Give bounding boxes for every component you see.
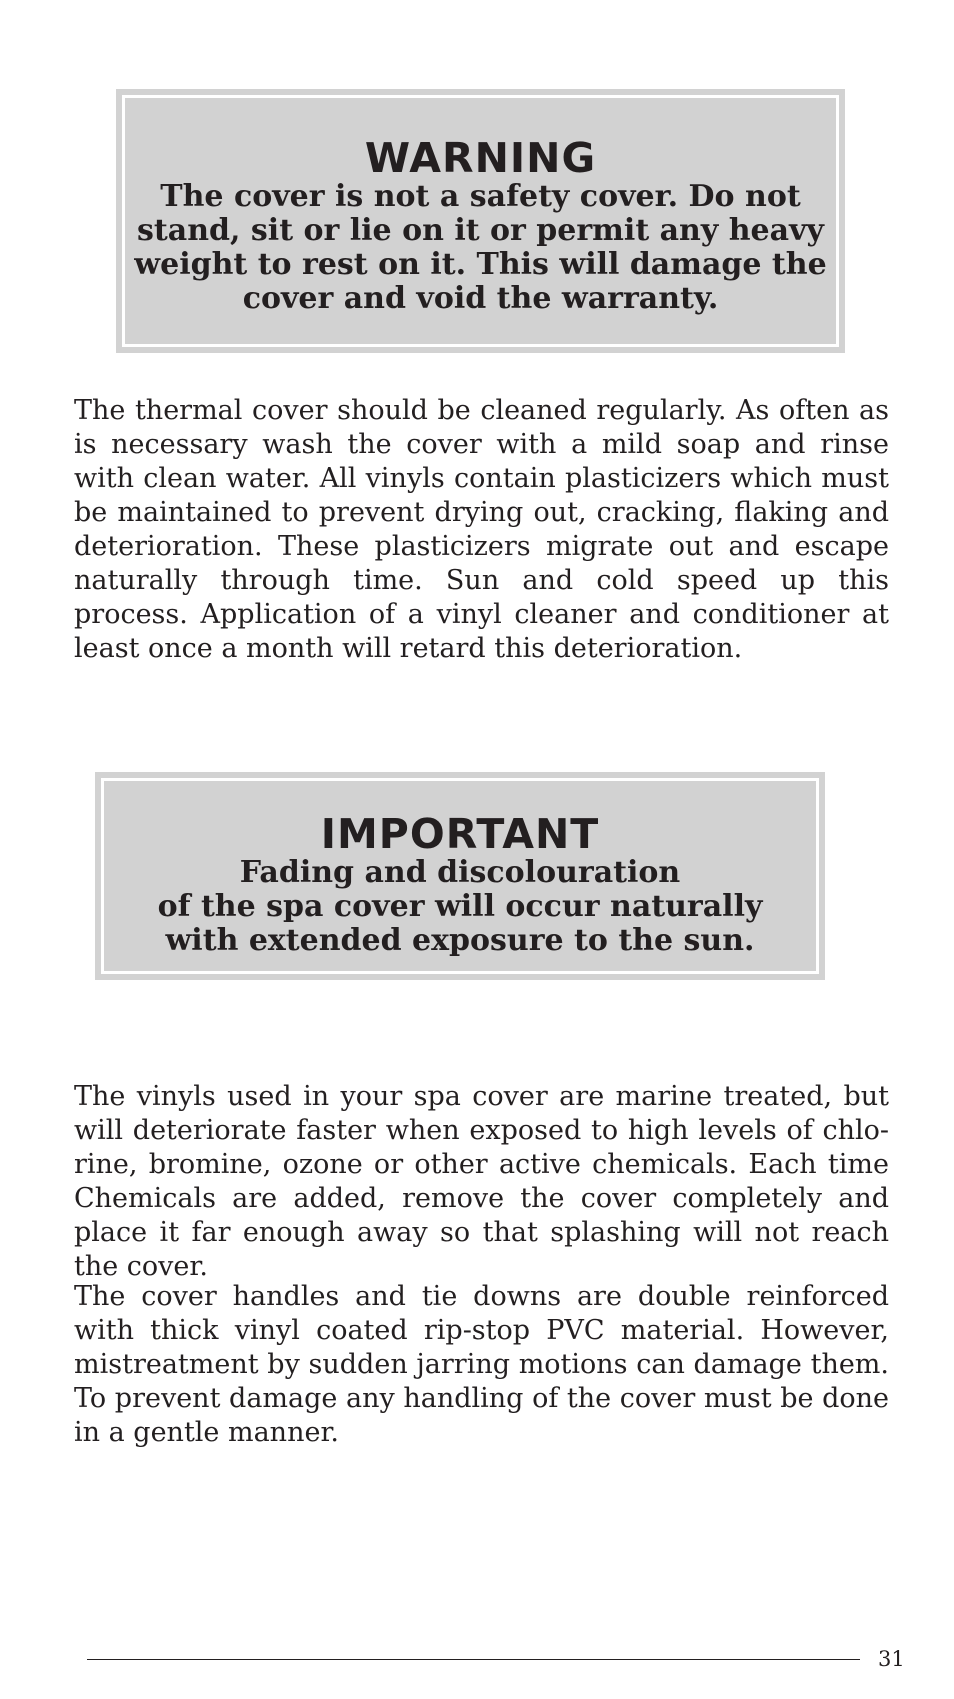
cleaning-paragraph: The thermal cover should be cleaned regularly. As often as is necessary wash the cover with a mild soap and rinse with clean water. All vinyls contain plasticizers which must be maintained to prevent drying out, cracking, flaking and deterioration. These plasticizers migrate out and escape naturally through time. Sun and cold speed up this process. Application of a vinyl cleaner and conditioner at least once a month will retard this deterioration. <box>74 395 889 664</box>
handling-paragraph: The cover handles and tie downs are double reinforced with thick vinyl coated rip-stop PVC material. However, mistreatment by sudden jarring motions can damage them. To prevent damage any handling of the cover must be done in a gentle manner. <box>74 1281 889 1448</box>
warning-title: WARNING <box>364 134 597 182</box>
page-number: 31 <box>878 1647 905 1671</box>
important-box <box>95 772 825 980</box>
warning-text: The cover is not a safety cover. Do not stand, sit or lie on it or permit any heavy weight to rest on it. This will damage the cover and void the warranty. <box>134 179 827 316</box>
important-text: Fading and discolouration of the spa cover will occur naturally with extended exposure to the sun. <box>157 855 763 958</box>
footer-rule <box>87 1659 860 1660</box>
important-title: IMPORTANT <box>320 810 600 858</box>
chemicals-paragraph: The vinyls used in your spa cover are marine treated, but will deteriorate faster when exposed to high levels of chlorine, bromine, ozone or other active chemicals. Each time Chemicals are added, remove the cover completely and place it far enough away so that splashing will not reach the cover. <box>74 1081 889 1282</box>
warning-box <box>116 89 845 353</box>
